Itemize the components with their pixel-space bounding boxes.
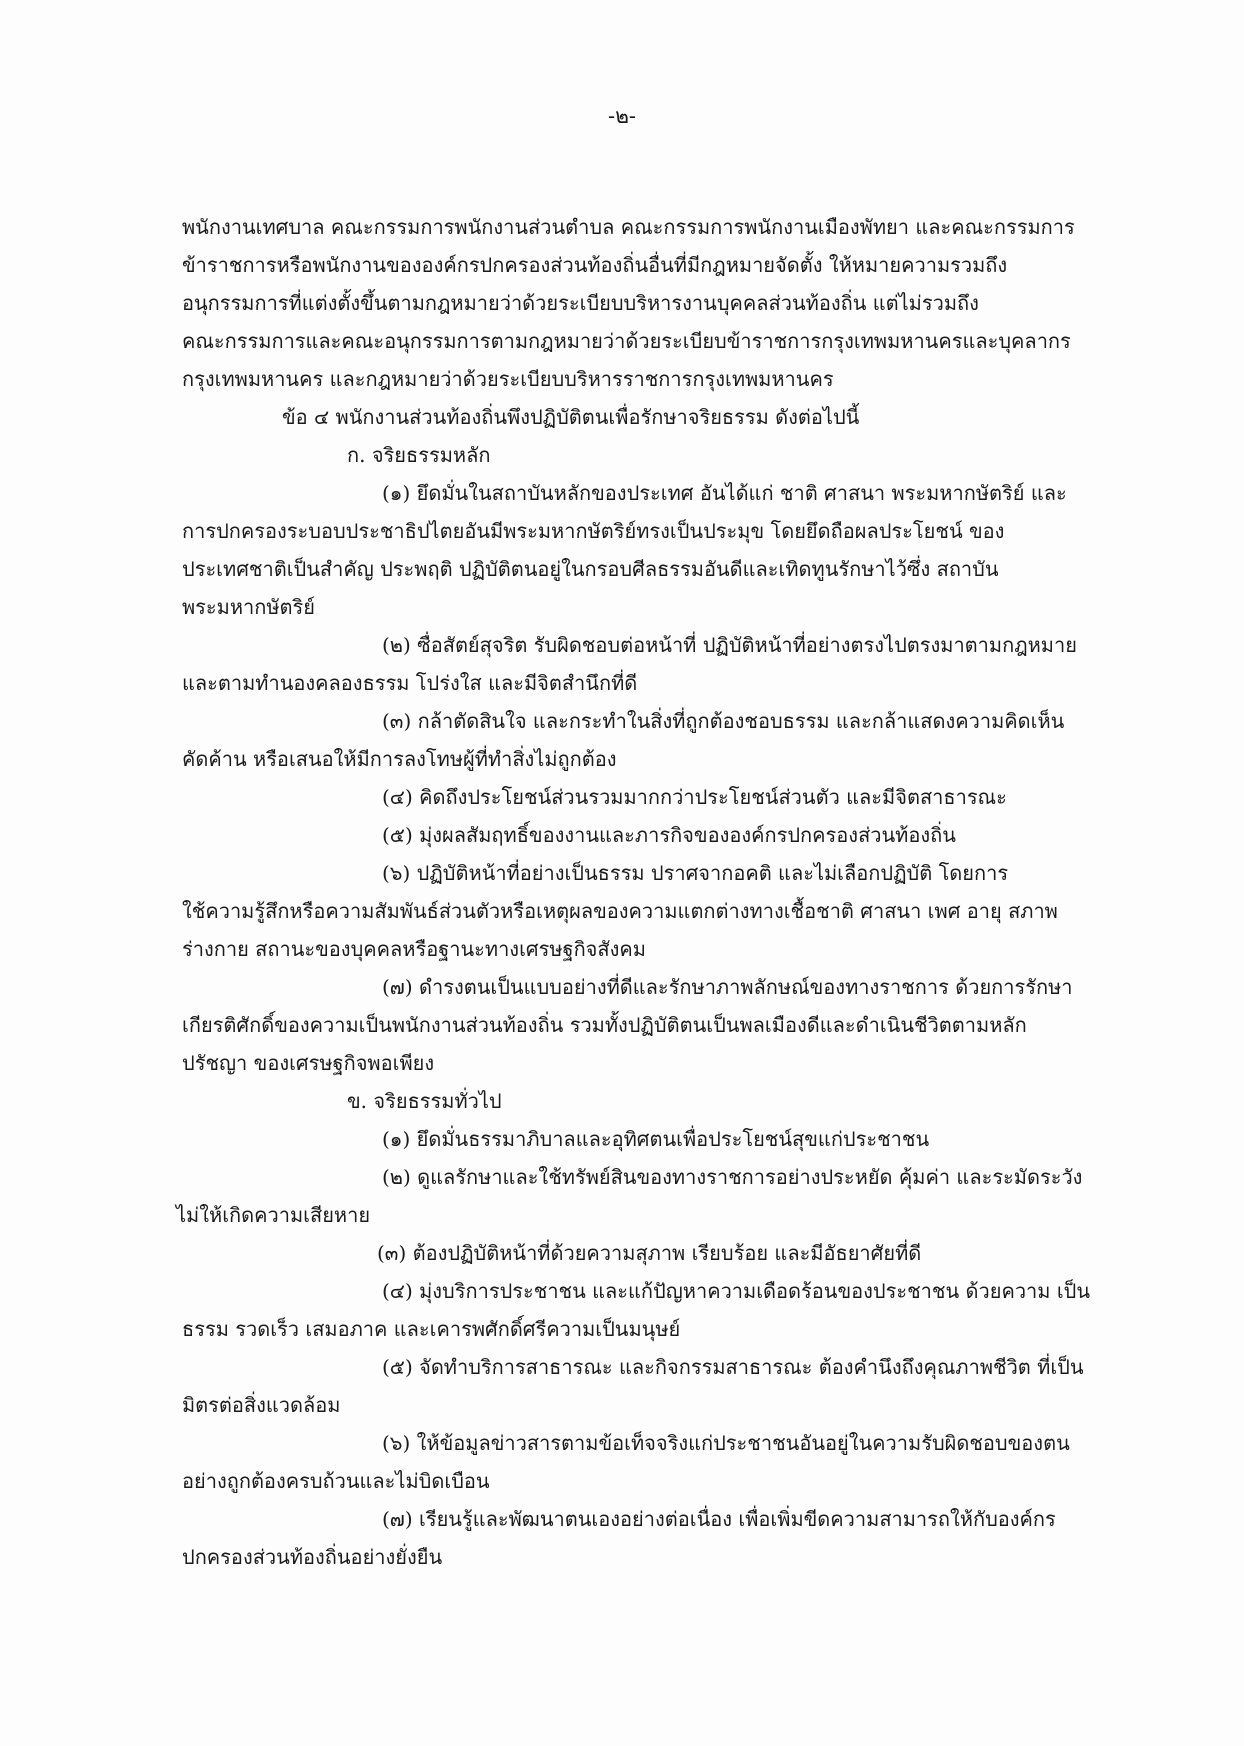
body-line: เกียรติศักดิ์ของความเป็นพนักงานส่วนท้องถิ่น รวมทั้งปฏิบัติตนเป็นพลเมืองดีและดำเนินชีวิตตามหลัก: [182, 1013, 1027, 1037]
body-line: ปรัชญา ของเศรษฐกิจพอเพียง: [182, 1051, 435, 1075]
list-item: (๕) มุ่งผลสัมฤทธิ์ของงานและภารกิจขององค์กรปกครองส่วนท้องถิ่น: [382, 823, 956, 847]
body-line: มิตรต่อสิ่งแวดล้อม: [182, 1393, 341, 1417]
list-item: (๒) ดูแลรักษาและใช้ทรัพย์สินของทางราชการอย่างประหยัด คุ้มค่า และระมัดระวัง: [382, 1165, 1083, 1189]
body-line: ไม่ให้เกิดความเสียหาย: [176, 1203, 371, 1227]
body-line: ร่างกาย สถานะของบุคคลหรือฐานะทางเศรษฐกิจสังคม: [182, 937, 646, 961]
body-line: ประเทศชาติเป็นสำคัญ ประพฤติ ปฏิบัติตนอยู่ในกรอบศีลธรรมอันดีและเทิดทูนรักษาไว้ซึ่ง สถาบัน: [182, 557, 999, 581]
list-item: (๕) จัดทำบริการสาธารณะ และกิจกรรมสาธารณะ ต้องคำนึงถึงคุณภาพชีวิต ที่เป็น: [382, 1355, 1084, 1379]
body-line: ปกครองส่วนท้องถิ่นอย่างยั่งยืน: [182, 1545, 443, 1569]
body-line: พนักงานเทศบาล คณะกรรมการพนักงานส่วนตำบล คณะกรรมการพนักงานเมืองพัทยา และคณะกรรมการ: [182, 215, 1075, 239]
body-line: ใช้ความรู้สึกหรือความสัมพันธ์ส่วนตัวหรือเหตุผลของความแตกต่างทางเชื้อชาติ ศาสนา เพศ อายุ สภาพ: [182, 899, 1058, 923]
body-line: คัดค้าน หรือเสนอให้มีการลงโทษผู้ที่ทำสิ่งไม่ถูกต้อง: [182, 747, 617, 771]
list-item: (๗) เรียนรู้และพัฒนาตนเองอย่างต่อเนื่อง เพื่อเพิ่มขีดความสามารถให้กับองค์กร: [382, 1507, 1056, 1531]
document-body: [176, 208, 1124, 1576]
body-line: การปกครองระบอบประชาธิปไตยอันมีพระมหากษัตริย์ทรงเป็นประมุข โดยยึดถือผลประโยชน์ ของ: [182, 519, 1005, 543]
clause-heading: ข้อ ๔ พนักงานส่วนท้องถิ่นพึงปฏิบัติตนเพื่อรักษาจริยธรรม ดังต่อไปนี้: [282, 405, 860, 429]
body-line: ข้าราชการหรือพนักงานขององค์กรปกครองส่วนท้องถิ่นอื่นที่มีกฎหมายจัดตั้ง ให้หมายความรวมถึง: [182, 253, 1008, 277]
body-line: กรุงเทพมหานคร และกฎหมายว่าด้วยระเบียบบริหารราชการกรุงเทพมหานคร: [182, 367, 834, 391]
list-item: (๑) ยึดมั่นธรรมาภิบาลและอุทิศตนเพื่อประโยชน์สุขแก่ประชาชน: [382, 1127, 930, 1151]
list-item: (๔) คิดถึงประโยชน์ส่วนรวมมากกว่าประโยชน์ส่วนตัว และมีจิตสาธารณะ: [382, 785, 1007, 809]
page-number: -๒-: [607, 104, 637, 128]
section-heading: ก. จริยธรรมหลัก: [347, 443, 491, 467]
body-line: คณะกรรมการและคณะอนุกรรมการตามกฎหมายว่าด้วยระเบียบข้าราชการกรุงเทพมหานครและบุคลากร: [182, 329, 1071, 353]
body-line: พระมหากษัตริย์: [182, 595, 316, 619]
section-heading: ข. จริยธรรมทั่วไป: [347, 1089, 502, 1113]
body-line: ธรรม รวดเร็ว เสมอภาค และเคารพศักดิ์ศรีความเป็นมนุษย์: [182, 1317, 681, 1341]
list-item: (๔) มุ่งบริการประชาชน และแก้ปัญหาความเดือดร้อนของประชาชน ด้วยความ เป็น: [382, 1279, 1091, 1303]
list-item: (๓) กล้าตัดสินใจ และกระทำในสิ่งที่ถูกต้องชอบธรรม และกล้าแสดงความคิดเห็น: [382, 709, 1065, 733]
list-item: (๗) ดำรงตนเป็นแบบอย่างที่ดีและรักษาภาพลักษณ์ของทางราชการ ด้วยการรักษา: [382, 975, 1073, 999]
body-line: อนุกรรมการที่แต่งตั้งขึ้นตามกฎหมายว่าด้วยระเบียบบริหารงานบุคคลส่วนท้องถิ่น แต่ไม่รวมถึง: [182, 291, 979, 315]
list-item: (๖) ให้ข้อมูลข่าวสารตามข้อเท็จจริงแก่ประชาชนอันอยู่ในความรับผิดชอบของตน: [382, 1431, 1070, 1455]
list-item: (๖) ปฏิบัติหน้าที่อย่างเป็นธรรม ปราศจากอคติ และไม่เลือกปฏิบัติ โดยการ: [382, 861, 1009, 885]
body-line: และตามทำนองคลองธรรม โปร่งใส และมีจิตสำนึกที่ดี: [182, 671, 638, 695]
body-line: อย่างถูกต้องครบถ้วนและไม่บิดเบือน: [182, 1469, 490, 1493]
list-item: (๓) ต้องปฏิบัติหน้าที่ด้วยความสุภาพ เรียบร้อย และมีอัธยาศัยที่ดี: [377, 1241, 922, 1265]
list-item: (๑) ยึดมั่นในสถาบันหลักของประเทศ อันได้แก่ ชาติ ศาสนา พระมหากษัตริย์ และ: [382, 481, 1067, 505]
list-item: (๒) ซื่อสัตย์สุจริต รับผิดชอบต่อหน้าที่ ปฏิบัติหน้าที่อย่างตรงไปตรงมาตามกฎหมาย: [382, 633, 1077, 657]
